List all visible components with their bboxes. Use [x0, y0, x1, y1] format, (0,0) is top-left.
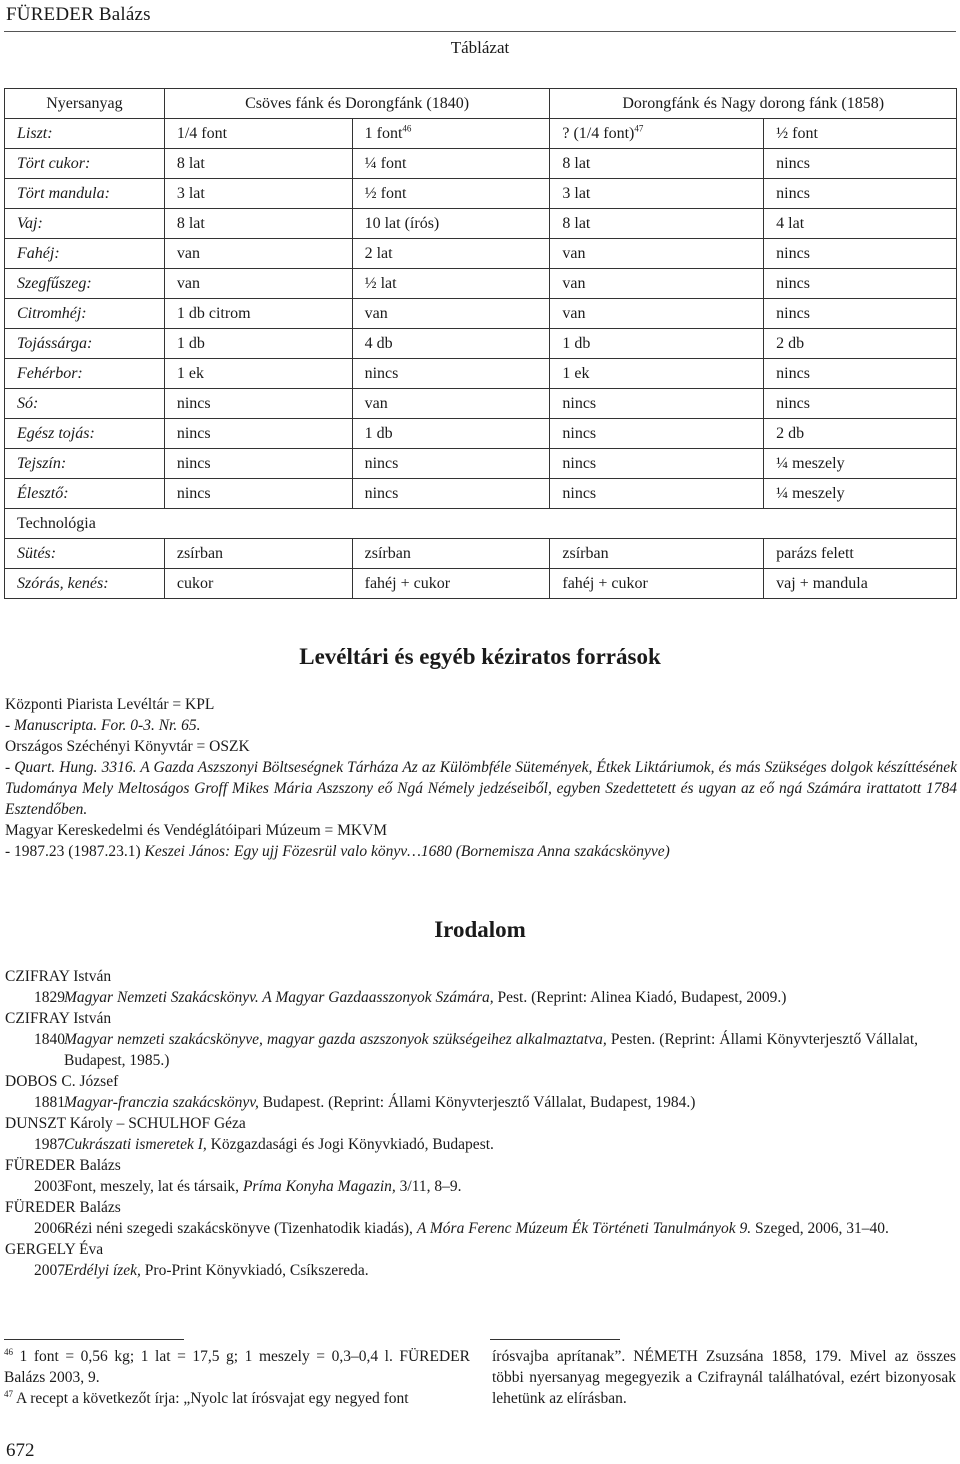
table-row [5, 179, 957, 209]
footnote-47 [4, 1388, 470, 1409]
lit-title: A Móra Ferenc Múzeum Ék Történeti Tanulmányok 9. [416, 1220, 752, 1237]
table-cell: fahéj + cukor [550, 569, 764, 599]
table-cell: 1 ek [164, 359, 352, 389]
lit-author: DOBOS C. József [5, 1073, 119, 1090]
table-row [5, 329, 957, 359]
literature-list [5, 966, 957, 1281]
table-cell: nincs [764, 359, 957, 389]
row-label: Fahéj: [5, 239, 165, 269]
lit-entry [5, 1260, 957, 1281]
footnote-rule-right [490, 1339, 620, 1340]
row-label: Tojássárga: [5, 329, 165, 359]
header-cell: Csöves fánk és Dorongfánk (1840) [164, 89, 550, 119]
table-cell: 1 db [352, 419, 550, 449]
lit-author: CZIFRAY István [5, 1010, 112, 1027]
table-row [5, 269, 957, 299]
lit-rest: Pest. (Reprint: Alinea Kiadó, Budapest, 2009.) [493, 989, 787, 1006]
row-label: Élesztő: [5, 479, 165, 509]
table-cell: 1 db [550, 329, 764, 359]
sources-heading: Levéltári és egyéb kéziratos források [299, 644, 661, 669]
source-mkvm: Magyar Kereskedelmi és Vendéglátóipari Múzeum = MKVM [5, 822, 388, 839]
table-row [5, 569, 957, 599]
table-cell: van [164, 239, 352, 269]
lit-text [64, 987, 918, 1008]
table-cell: nincs [550, 479, 764, 509]
table-cell: nincs [352, 479, 550, 509]
footnote-rule [4, 1339, 184, 1340]
footnote-ref: 47 [634, 123, 644, 134]
table-cell: 3 lat [164, 179, 352, 209]
footnote-ref: 46 [402, 123, 412, 134]
table-cell: nincs [164, 419, 352, 449]
lit-year: 1881 [34, 1094, 65, 1111]
table-row [5, 299, 957, 329]
lit-year: 1987 [34, 1136, 65, 1153]
table-cell: nincs [764, 239, 957, 269]
row-label: Só: [5, 389, 165, 419]
table-cell: fahéj + cukor [352, 569, 550, 599]
footnote-47-text: A recept a következőt írja: „Nyolc lat írósvajat egy negyed font [13, 1390, 409, 1407]
source-oszk-ref: - Quart. Hung. 3316. A Gazda Aszszonyi Böltseségnek Tárháza Az az Külömbféle Sütemények, Étkek Liktáriumok, és más Szükséges dolgok készíttésének Tudománya Mely Meltoságos Groff Mikes Mária Aszszony eő Ngá Némely jedzéseiből, egyben Szedettetett és ugyan az eő ngá Számára irattatott 1784 Esztendőben. [5, 759, 957, 818]
table-cell: 8 lat [550, 209, 764, 239]
table-row [5, 149, 957, 179]
table-cell: 1 ek [550, 359, 764, 389]
table-cell: zsírban [550, 539, 764, 569]
row-label: Szórás, kenés: [5, 569, 165, 599]
table-cell: van [550, 299, 764, 329]
lit-title: Magyar-franczia szakácskönyv, [64, 1094, 259, 1111]
table-cell: 10 lat (írós) [352, 209, 550, 239]
running-header-author: FÜREDER Balázs [6, 4, 151, 25]
lit-entry [5, 1029, 957, 1071]
table-cell: nincs [164, 449, 352, 479]
footnote-47-marker: 47 [4, 1388, 13, 1399]
table-cell: nincs [764, 299, 957, 329]
section-label: Technológia [5, 509, 957, 539]
table-row [5, 479, 957, 509]
table-cell: nincs [764, 179, 957, 209]
table-header-row [5, 89, 957, 119]
table-cell: cukor [164, 569, 352, 599]
table-caption: Táblázat [450, 38, 510, 57]
table-cell [550, 119, 764, 149]
table-cell: nincs [764, 269, 957, 299]
lit-text [64, 1092, 918, 1113]
table-cell: 4 db [352, 329, 550, 359]
table-row [5, 449, 957, 479]
table-row [5, 419, 957, 449]
header-cell: Nyersanyag [5, 89, 165, 119]
lit-title: Cukrászati ismeretek I, [64, 1136, 207, 1153]
lit-text [64, 1260, 918, 1281]
footnote-46-text: 1 font = 0,56 kg; 1 lat = 17,5 g; 1 meszely = 0,3–0,4 l. FÜREDER Balázs 2003, 9. [4, 1348, 470, 1386]
table-cell: ½ font [352, 179, 550, 209]
lit-rest: Budapest. (Reprint: Állami Könyvterjesztő Vállalat, Budapest, 1984.) [258, 1094, 696, 1111]
table-cell: van [352, 389, 550, 419]
table-cell: nincs [550, 389, 764, 419]
literature-heading: Irodalom [434, 917, 526, 942]
table-cell: 1 db citrom [164, 299, 352, 329]
footnote-47-continued: írósvajba aprítanak”. NÉMETH Zsuzsána 1858, 179. Mivel az összes többi nyersanyag megegyezik a Czifraynál találhatóval, ezért bizonyosak lehetünk az elírásban. [492, 1348, 956, 1407]
mkvm-ref-title: Keszei János: Egy ujj Fözesrül valo könyv…1680 (Bornemisza Anna szakácskönyve) [144, 843, 670, 860]
lit-text [64, 1218, 918, 1239]
table-row [5, 389, 957, 419]
lit-entry [5, 1134, 957, 1155]
lit-author: CZIFRAY István [5, 968, 112, 985]
row-label: Citromhéj: [5, 299, 165, 329]
table-cell: nincs [164, 479, 352, 509]
lit-author: FÜREDER Balázs [5, 1157, 121, 1174]
row-label: Egész tojás: [5, 419, 165, 449]
section-row [5, 509, 957, 539]
table-cell: nincs [352, 359, 550, 389]
table-cell: van [550, 269, 764, 299]
cell-text: ? (1/4 font) [562, 124, 635, 142]
lit-text [64, 1134, 918, 1155]
lit-author: FÜREDER Balázs [5, 1199, 121, 1216]
lit-rest: Pesten. (Reprint: Állami Könyvterjesztő Vállalat, Budapest, 1985.) [64, 1031, 918, 1069]
footnotes-left [4, 1346, 470, 1409]
table-cell: 4 lat [764, 209, 957, 239]
table-cell: ½ font [764, 119, 957, 149]
table-cell: nincs [764, 389, 957, 419]
lit-author: DUNSZT Károly – SCHULHOF Géza [5, 1115, 246, 1132]
source-kpl-ref: - Manuscripta. For. 0-3. Nr. 65. [5, 717, 201, 734]
table-row [5, 359, 957, 389]
table-cell: van [164, 269, 352, 299]
sources-list [5, 694, 957, 862]
ingredients-table [4, 88, 957, 599]
lit-title: Magyar nemzeti szakácskönyve, magyar gazda aszszonyok szükségeihez alkalmaztatva, [64, 1031, 607, 1048]
table-cell: 1 db [164, 329, 352, 359]
lit-year: 1829 [34, 989, 65, 1006]
row-label: Szegfűszeg: [5, 269, 165, 299]
table-cell: nincs [352, 449, 550, 479]
lit-year: 2006 [34, 1220, 65, 1237]
table-row [5, 119, 957, 149]
lit-entry [5, 1092, 957, 1113]
lit-entry [5, 987, 957, 1008]
footnote-46-marker: 46 [4, 1346, 13, 1357]
lit-title: Erdélyi ízek, [64, 1262, 141, 1279]
lit-author: GERGELY Éva [5, 1241, 104, 1258]
table-cell: 2 db [764, 419, 957, 449]
lit-text [64, 1176, 918, 1197]
table-cell: nincs [550, 419, 764, 449]
table-cell [352, 119, 550, 149]
source-mkvm-ref [5, 841, 957, 862]
lit-year: 2007 [34, 1262, 65, 1279]
page-number: 672 [6, 1440, 35, 1461]
lit-rest: 3/11, 8–9. [395, 1178, 462, 1195]
table-cell: 1/4 font [164, 119, 352, 149]
table-cell: 8 lat [550, 149, 764, 179]
lit-rest: Pro-Print Könyvkiadó, Csíkszereda. [140, 1262, 369, 1279]
row-label: Sütés: [5, 539, 165, 569]
lit-year: 1840 [34, 1031, 65, 1048]
table-cell: ¼ meszely [764, 479, 957, 509]
table-cell: 2 lat [352, 239, 550, 269]
lit-year: 2003 [34, 1178, 65, 1195]
table-cell: 8 lat [164, 209, 352, 239]
table-cell: zsírban [352, 539, 550, 569]
lit-title: Príma Konyha Magazin, [242, 1178, 396, 1195]
table-cell: parázs felett [764, 539, 957, 569]
table-cell: ½ lat [352, 269, 550, 299]
table-cell: van [550, 239, 764, 269]
table-cell: vaj + mandula [764, 569, 957, 599]
footnotes-right [492, 1346, 956, 1409]
lit-title: Magyar Nemzeti Szakácskönyv. A Magyar Gazdaasszonyok Számára, [64, 989, 494, 1006]
lit-entry [5, 1218, 957, 1239]
table-cell: ¼ font [352, 149, 550, 179]
header-cell: Dorongfánk és Nagy dorong fánk (1858) [550, 89, 957, 119]
row-label: Tört cukor: [5, 149, 165, 179]
row-label: Liszt: [5, 119, 165, 149]
table-cell: nincs [164, 389, 352, 419]
table-row [5, 239, 957, 269]
table-cell: 3 lat [550, 179, 764, 209]
footnote-46 [4, 1346, 470, 1388]
table-cell: 2 db [764, 329, 957, 359]
cell-text: 1 font [364, 124, 403, 142]
table-cell: van [352, 299, 550, 329]
lit-entry [5, 1176, 957, 1197]
table-cell: zsírban [164, 539, 352, 569]
lit-pre: Font, meszely, lat és társaik, [64, 1178, 243, 1195]
lit-text [64, 1029, 918, 1071]
row-label: Tejszín: [5, 449, 165, 479]
row-label: Vaj: [5, 209, 165, 239]
header-rule [4, 31, 956, 32]
source-kpl: Központi Piarista Levéltár = KPL [5, 696, 215, 713]
table-row [5, 209, 957, 239]
row-label: Tört mandula: [5, 179, 165, 209]
mkvm-ref-number: - 1987.23 (1987.23.1) [5, 843, 145, 860]
table-cell: nincs [764, 149, 957, 179]
source-oszk: Országos Széchényi Könyvtár = OSZK [5, 738, 250, 755]
lit-rest: Közgazdasági és Jogi Könyvkiadó, Budapest. [206, 1136, 494, 1153]
table-cell: nincs [550, 449, 764, 479]
lit-pre: Rézi néni szegedi szakácskönyve (Tizenhatodik kiadás), [64, 1220, 417, 1237]
table-cell: 8 lat [164, 149, 352, 179]
lit-rest: Szeged, 2006, 31–40. [751, 1220, 889, 1237]
row-label: Fehérbor: [5, 359, 165, 389]
table-row [5, 539, 957, 569]
table-cell: ¼ meszely [764, 449, 957, 479]
